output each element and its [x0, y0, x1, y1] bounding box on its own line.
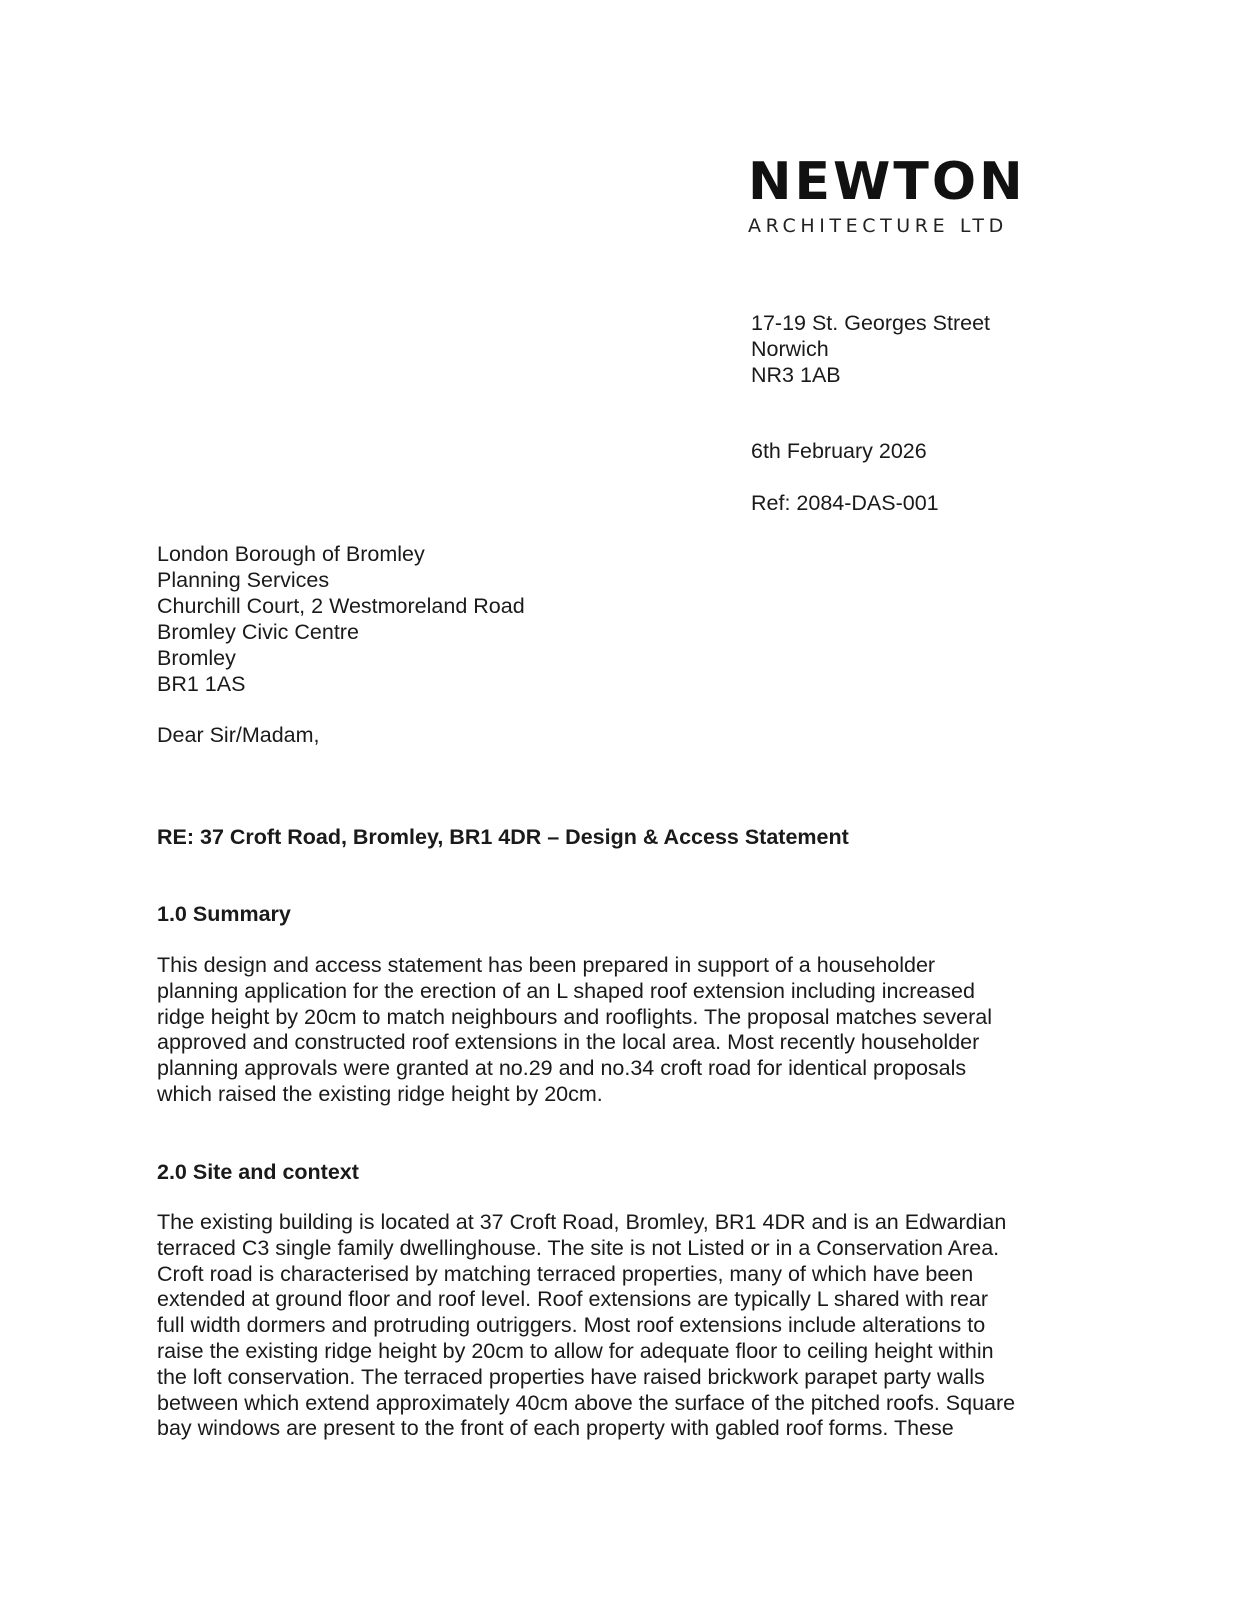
subject-line: RE: 37 Croft Road, Bromley, BR1 4DR – Design & Access Statement [157, 825, 849, 849]
paragraph-line: the loft conservation. The terraced properties have raised brickwork parapet party walls [157, 1364, 985, 1389]
paragraph-line: between which extend approximately 40cm above the surface of the pitched roofs. Square [157, 1390, 1016, 1415]
recipient-address-line: Planning Services [157, 568, 330, 592]
paragraph-line: terraced C3 single family dwellinghouse. The site is not Listed or in a Conservation Area. [157, 1235, 1000, 1260]
paragraph-line: planning application for the erection of an L shaped roof extension including increased [157, 978, 975, 1003]
company-logo [748, 152, 1026, 238]
paragraph-line: approved and constructed roof extensions in the local area. Most recently householder [157, 1030, 980, 1055]
paragraph-line: Croft road is characterised by matching terraced properties, many of which have been [157, 1261, 974, 1286]
section-paragraph [157, 1210, 1015, 1442]
sender-address [751, 310, 990, 388]
section-paragraph [157, 953, 992, 1108]
sender-address-line: 17-19 St. Georges Street [751, 311, 991, 335]
recipient-address-line: BR1 1AS [157, 672, 246, 696]
paragraph-line: ridge height by 20cm to match neighbours and rooflights. The proposal matches several [157, 1004, 992, 1029]
sender-address-line: NR3 1AB [751, 363, 841, 387]
paragraph-line: This design and access statement has been prepared in support of a householder [157, 953, 936, 977]
recipient-address-line: Bromley [157, 646, 236, 670]
logo-subtitle: ARCHITECTURE LTD [748, 215, 1008, 237]
paragraph-line: raise the existing ridge height by 20cm to allow for adequate floor to ceiling height within [157, 1338, 994, 1363]
sender-address-line: Norwich [751, 337, 829, 361]
section-heading: 2.0 Site and context [157, 1160, 359, 1184]
paragraph-line: extended at ground floor and roof level. Roof extensions are typically L shared with rear [157, 1287, 989, 1312]
recipient-address-line: London Borough of Bromley [157, 542, 425, 566]
salutation: Dear Sir/Madam, [157, 723, 320, 747]
paragraph-line: The existing building is located at 37 Croft Road, Bromley, BR1 4DR and is an Edwardian [157, 1210, 1007, 1234]
letter-date: 6th February 2026 [751, 439, 927, 463]
paragraph-line: bay windows are present to the front of each property with gabled roof forms. These [157, 1416, 954, 1441]
paragraph-line: full width dormers and protruding outriggers. Most roof extensions include alterations to [157, 1313, 986, 1338]
logo-name: NEWTON [748, 152, 1026, 212]
recipient-address-line: Churchill Court, 2 Westmoreland Road [157, 594, 525, 618]
paragraph-line: which raised the existing ridge height by 20cm. [157, 1081, 603, 1106]
paragraph-line: planning approvals were granted at no.29 and no.34 croft road for identical proposals [157, 1056, 967, 1081]
recipient-address [157, 541, 525, 697]
recipient-address-line: Bromley Civic Centre [157, 620, 359, 644]
letter-reference: Ref: 2084-DAS-001 [751, 491, 939, 515]
section-heading: 1.0 Summary [157, 902, 291, 926]
